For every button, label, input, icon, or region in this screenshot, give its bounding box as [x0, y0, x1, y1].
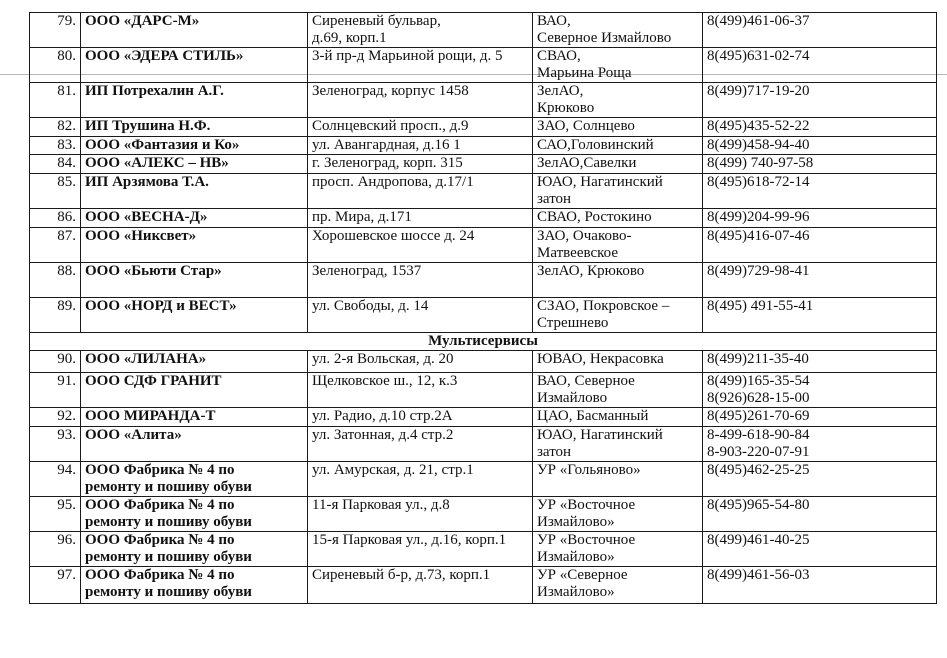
org-name-line: ООО «НОРД и ВЕСТ» — [85, 298, 237, 314]
district-line: ЗАО, Солнцево — [537, 118, 635, 134]
phone-cell — [703, 48, 937, 83]
phone-line: 8(495)261-70-69 — [707, 408, 810, 424]
table-row — [30, 351, 937, 373]
row-number-cell: 80. — [30, 48, 81, 83]
district-cell — [533, 155, 703, 174]
phone-cell — [703, 174, 937, 209]
address-cell — [308, 462, 533, 497]
district-line: УР «Северное — [537, 567, 628, 583]
org-name-line: ремонту и пошиву обуви — [85, 514, 252, 530]
district-line: СВАО, — [537, 48, 581, 64]
table-row — [30, 13, 937, 48]
table-row — [30, 298, 937, 333]
phone-line: 8(926)628-15-00 — [707, 390, 810, 406]
address-cell — [308, 373, 533, 408]
district-cell — [533, 351, 703, 373]
row-number-cell: 93. — [30, 427, 81, 462]
phone-cell — [703, 263, 937, 298]
district-line: ЗАО, Очаково- — [537, 228, 632, 244]
org-name-cell — [81, 373, 308, 408]
phone-line: 8(499)461-40-25 — [707, 532, 810, 548]
org-name-line: ИП Потрехалин А.Г. — [85, 83, 224, 99]
district-cell — [533, 497, 703, 532]
phone-cell — [703, 373, 937, 408]
org-name-cell — [81, 298, 308, 333]
address-line: пр. Мира, д.171 — [312, 209, 412, 225]
phone-line: 8(499)717-19-20 — [707, 83, 810, 99]
district-line: Крюково — [537, 100, 595, 116]
address-line: Солнцевский просп., д.9 — [312, 118, 469, 134]
phone-line: 8-499-618-90-84 — [707, 427, 810, 443]
address-line: д.69, корп.1 — [312, 30, 387, 46]
phone-line: 8(495)462-25-25 — [707, 462, 810, 478]
table-row — [30, 48, 937, 83]
district-line: Измайлово» — [537, 549, 615, 565]
district-cell — [533, 532, 703, 567]
district-line: ЦАО, Басманный — [537, 408, 649, 424]
address-cell — [308, 137, 533, 155]
district-line: ЮАО, Нагатинский — [537, 427, 663, 443]
district-cell — [533, 298, 703, 333]
org-name-line: ООО «Фантазия и Ко» — [85, 137, 240, 153]
org-name-cell — [81, 209, 308, 228]
org-name-line: ООО МИРАНДА-Т — [85, 408, 216, 424]
row-number-cell: 92. — [30, 408, 81, 427]
address-cell — [308, 351, 533, 373]
phone-cell — [703, 532, 937, 567]
district-line: Матвеевское — [537, 245, 618, 261]
district-cell — [533, 118, 703, 137]
phone-cell — [703, 567, 937, 604]
district-line: ЗелАО, — [537, 83, 584, 99]
org-name-line: ООО Фабрика № 4 по — [85, 567, 235, 583]
address-line: 11-я Парковая ул., д.8 — [312, 497, 450, 513]
phone-cell — [703, 209, 937, 228]
row-number-cell: 81. — [30, 83, 81, 118]
phone-line: 8(499)204-99-96 — [707, 209, 810, 225]
org-name-line: ООО «ВЕСНА-Д» — [85, 209, 208, 225]
district-cell — [533, 427, 703, 462]
district-cell — [533, 13, 703, 48]
district-cell — [533, 567, 703, 604]
table-row — [30, 263, 937, 298]
phone-line: 8(495) 491-55-41 — [707, 298, 814, 314]
org-name-cell — [81, 83, 308, 118]
address-line: 3-й пр-д Марьиной рощи, д. 5 — [312, 48, 503, 64]
phone-line: 8(495)435-52-22 — [707, 118, 810, 134]
phone-line: 8(495)631-02-74 — [707, 48, 810, 64]
table-section — [30, 333, 937, 351]
address-cell — [308, 263, 533, 298]
district-cell — [533, 408, 703, 427]
district-cell — [533, 48, 703, 83]
address-cell — [308, 83, 533, 118]
district-line: затон — [537, 191, 572, 207]
table-row — [30, 408, 937, 427]
address-line: Зеленоград, корпус 1458 — [312, 83, 469, 99]
district-line: ЮАО, Нагатинский — [537, 174, 663, 190]
table-row — [30, 137, 937, 155]
org-name-line: ООО «Бьюти Стар» — [85, 263, 222, 279]
org-name-cell — [81, 48, 308, 83]
phone-cell — [703, 155, 937, 174]
row-number-cell: 86. — [30, 209, 81, 228]
phone-cell — [703, 462, 937, 497]
row-number-cell: 84. — [30, 155, 81, 174]
row-number-cell: 90. — [30, 351, 81, 373]
phone-cell — [703, 427, 937, 462]
district-line: СВАО, Ростокино — [537, 209, 652, 225]
address-line: ул. Амурская, д. 21, стр.1 — [312, 462, 474, 478]
district-cell — [533, 209, 703, 228]
org-name-cell — [81, 408, 308, 427]
table-row — [30, 373, 937, 408]
address-cell — [308, 532, 533, 567]
table-body-top — [30, 13, 937, 333]
org-name-line: ИП Трушина Н.Ф. — [85, 118, 211, 134]
phone-line: 8(499)165-35-54 — [707, 373, 810, 389]
org-name-line: ремонту и пошиву обуви — [85, 584, 252, 600]
address-cell — [308, 228, 533, 263]
table-row — [30, 567, 937, 604]
org-name-line: ООО Фабрика № 4 по — [85, 462, 235, 478]
address-line: Хорошевское шоссе д. 24 — [312, 228, 475, 244]
row-number-cell: 85. — [30, 174, 81, 209]
district-cell — [533, 83, 703, 118]
district-line: СЗАО, Покровское – — [537, 298, 670, 314]
district-line: Измайлово — [537, 390, 608, 406]
phone-line: 8(495)618-72-14 — [707, 174, 810, 190]
table-row — [30, 83, 937, 118]
row-number-cell: 83. — [30, 137, 81, 155]
phone-cell — [703, 228, 937, 263]
org-name-cell — [81, 567, 308, 604]
district-line: УР «Восточное — [537, 532, 636, 548]
org-name-cell — [81, 13, 308, 48]
org-name-line: ООО Фабрика № 4 по — [85, 497, 235, 513]
phone-line: 8(499)461-06-37 — [707, 13, 810, 29]
district-line: Стрешнево — [537, 315, 609, 331]
address-line: Сиреневый б-р, д.73, корп.1 — [312, 567, 491, 583]
district-line: ЮВАО, Некрасовка — [537, 351, 664, 367]
row-number-cell: 95. — [30, 497, 81, 532]
table-row — [30, 228, 937, 263]
table-body-bottom — [30, 351, 937, 604]
address-line: ул. Затонная, д.4 стр.2 — [312, 427, 454, 443]
address-line: Щелковское ш., 12, к.3 — [312, 373, 458, 389]
org-name-cell — [81, 155, 308, 174]
org-name-line: ООО «ЛИЛАНА» — [85, 351, 207, 367]
address-line: ул. 2-я Вольская, д. 20 — [312, 351, 454, 367]
address-cell — [308, 298, 533, 333]
district-line: УР «Гольяново» — [537, 462, 641, 478]
phone-line: 8-903-220-07-91 — [707, 444, 810, 460]
org-name-cell — [81, 497, 308, 532]
org-name-cell — [81, 427, 308, 462]
org-name-line: ООО «АЛЕКС – НВ» — [85, 155, 229, 171]
phone-cell — [703, 137, 937, 155]
phone-line: 8(499)458-94-40 — [707, 137, 810, 153]
org-name-cell — [81, 228, 308, 263]
address-line: ул. Авангардная, д.16 1 — [312, 137, 461, 153]
row-number-cell: 97. — [30, 567, 81, 604]
phone-line: 8(499)461-56-03 — [707, 567, 810, 583]
address-cell — [308, 48, 533, 83]
district-line: Северное Измайлово — [537, 30, 672, 46]
phone-cell — [703, 118, 937, 137]
org-name-cell — [81, 263, 308, 298]
district-cell — [533, 174, 703, 209]
table-row — [30, 209, 937, 228]
org-name-cell — [81, 532, 308, 567]
address-cell — [308, 567, 533, 604]
address-cell — [308, 209, 533, 228]
org-name-cell — [81, 462, 308, 497]
address-line: Зеленоград, 1537 — [312, 263, 422, 279]
district-line: ВАО, — [537, 13, 571, 29]
org-name-cell — [81, 137, 308, 155]
district-cell — [533, 137, 703, 155]
org-name-line: ООО «ЭДЕРА СТИЛЬ» — [85, 48, 244, 64]
table-row — [30, 118, 937, 137]
address-cell — [308, 497, 533, 532]
org-name-cell — [81, 351, 308, 373]
row-number-cell: 91. — [30, 373, 81, 408]
org-name-line: ремонту и пошиву обуви — [85, 549, 252, 565]
address-cell — [308, 427, 533, 462]
org-name-cell — [81, 118, 308, 137]
org-name-line: ремонту и пошиву обуви — [85, 479, 252, 495]
org-name-line: ООО «Алита» — [85, 427, 182, 443]
address-cell — [308, 408, 533, 427]
services-table — [29, 12, 937, 604]
address-line: Сиреневый бульвар, — [312, 13, 441, 29]
district-cell — [533, 263, 703, 298]
section-title: Мультисервисы — [30, 333, 937, 351]
phone-line: 8(499)211-35-40 — [707, 351, 809, 367]
org-name-line: ООО «Никсвет» — [85, 228, 197, 244]
org-name-line: ИП Арзямова Т.А. — [85, 174, 209, 190]
phone-cell — [703, 83, 937, 118]
district-line: УР «Восточное — [537, 497, 636, 513]
district-cell — [533, 373, 703, 408]
district-line: затон — [537, 444, 572, 460]
row-number-cell: 96. — [30, 532, 81, 567]
address-line: просп. Андропова, д.17/1 — [312, 174, 474, 190]
row-number-cell: 88. — [30, 263, 81, 298]
org-name-line: ООО «ДАРС-М» — [85, 13, 200, 29]
phone-cell — [703, 497, 937, 532]
district-cell — [533, 228, 703, 263]
district-line: САО,Головинский — [537, 137, 654, 153]
phone-cell — [703, 13, 937, 48]
row-number-cell: 79. — [30, 13, 81, 48]
address-cell — [308, 13, 533, 48]
district-cell — [533, 462, 703, 497]
district-line: Измайлово» — [537, 584, 615, 600]
phone-line: 8(495)965-54-80 — [707, 497, 810, 513]
phone-line: 8(495)416-07-46 — [707, 228, 810, 244]
row-number-cell: 89. — [30, 298, 81, 333]
district-line: Измайлово» — [537, 514, 615, 530]
phone-cell — [703, 408, 937, 427]
district-line: ВАО, Северное — [537, 373, 635, 389]
address-line: г. Зеленоград, корп. 315 — [312, 155, 463, 171]
table-row — [30, 427, 937, 462]
row-number-cell: 94. — [30, 462, 81, 497]
district-line: Марьина Роща — [537, 65, 632, 81]
address-line: 15-я Парковая ул., д.16, корп.1 — [312, 532, 507, 548]
row-number-cell: 82. — [30, 118, 81, 137]
district-line: ЗелАО,Савелки — [537, 155, 637, 171]
table-row — [30, 532, 937, 567]
org-name-cell — [81, 174, 308, 209]
table-row — [30, 174, 937, 209]
address-cell — [308, 118, 533, 137]
section-header-row — [30, 333, 937, 351]
address-cell — [308, 155, 533, 174]
address-cell — [308, 174, 533, 209]
table-row — [30, 497, 937, 532]
phone-line: 8(499) 740-97-58 — [707, 155, 814, 171]
phone-cell — [703, 298, 937, 333]
address-line: ул. Свободы, д. 14 — [312, 298, 429, 314]
row-number-cell: 87. — [30, 228, 81, 263]
table-row — [30, 155, 937, 174]
org-name-line: ООО Фабрика № 4 по — [85, 532, 235, 548]
address-line: ул. Радио, д.10 стр.2А — [312, 408, 453, 424]
district-line: ЗелАО, Крюково — [537, 263, 645, 279]
table-row — [30, 462, 937, 497]
phone-cell — [703, 351, 937, 373]
phone-line: 8(499)729-98-41 — [707, 263, 810, 279]
org-name-line: ООО СДФ ГРАНИТ — [85, 373, 222, 389]
